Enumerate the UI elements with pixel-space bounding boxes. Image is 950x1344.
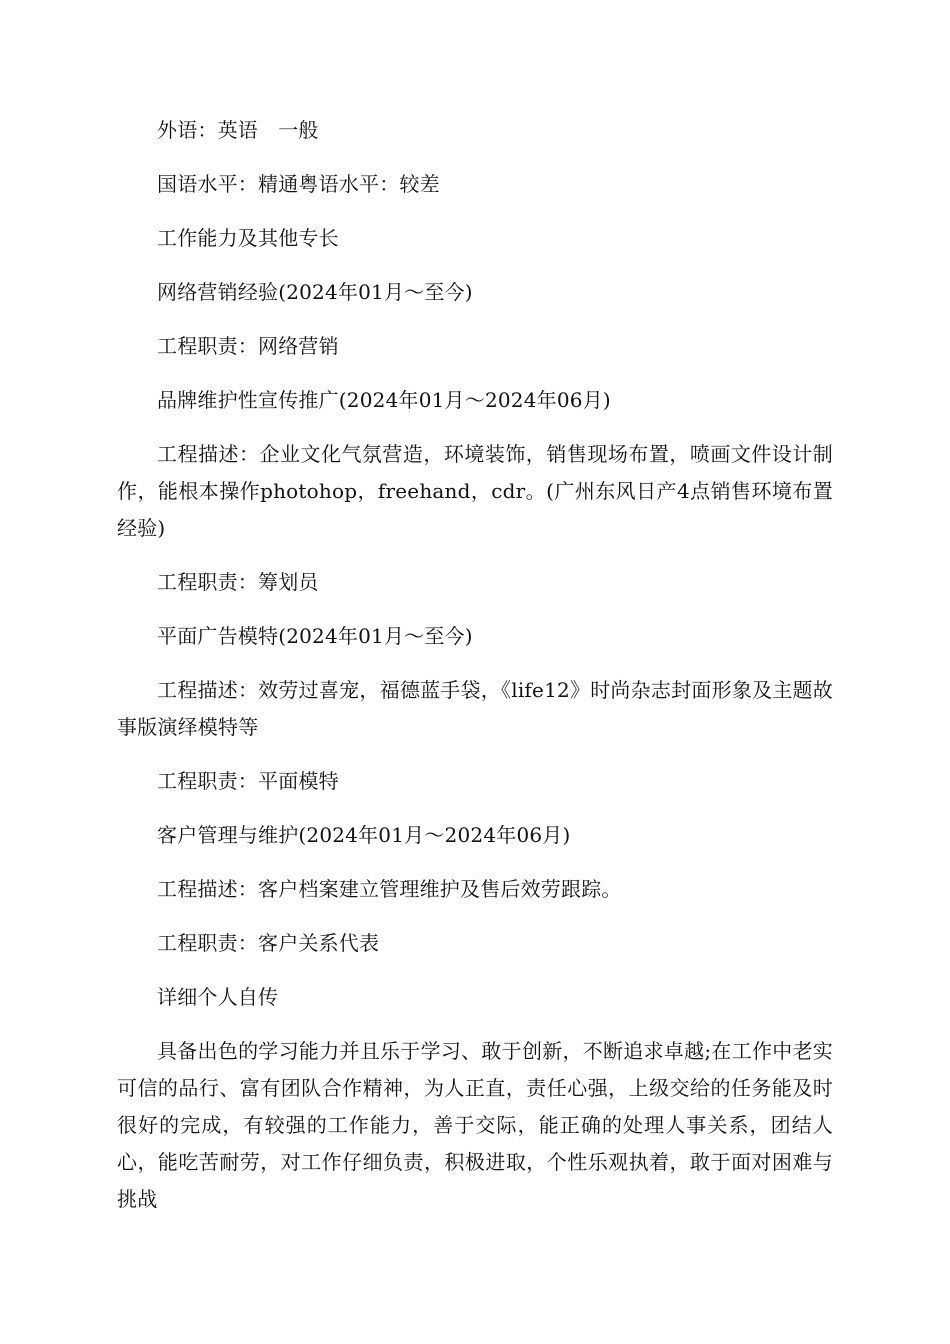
paragraph-description-brand-promotion: 工程描述：企业文化气氛营造，环境装饰，销售现场布置，喷画文件设计制作，能根本操作photohop，freehand，cdr。(广州东风日产4点销售环境布置经验): [117, 442, 833, 540]
paragraph-autobiography-body: 具备出色的学习能力并且乐于学习、敢于创新，不断追求卓越;在工作中老实可信的品行、富有团队合作精神，为人正直，责任心强，上级交给的任务能及时很好的完成，有较强的工作能力，善于交际，能正确的处理人事关系，团结人心，能吃苦耐劳，对工作仔细负责，积极进取，个性乐观执着，敢于面对困难与挑战: [117, 1039, 833, 1211]
paragraph-experience-print-model: 平面广告模特(2024年01月～至今): [157, 624, 473, 648]
paragraph-experience-brand-promotion: 品牌维护性宣传推广(2024年01月～2024年06月): [157, 388, 611, 412]
paragraph-experience-customer-management: 客户管理与维护(2024年01月～2024年06月): [157, 823, 571, 847]
paragraph-foreign-language: 外语：英语 一般: [157, 118, 319, 142]
paragraph-duty-print-model: 工程职责：平面模特: [157, 769, 339, 793]
paragraph-experience-online-marketing: 网络营销经验(2024年01月～至今): [157, 280, 473, 304]
paragraph-duty-planner: 工程职责：筹划员: [157, 570, 319, 594]
paragraph-description-print-model: 工程描述：效劳过喜宠，福德蓝手袋，《life12》时尚杂志封面形象及主题故事版演绎模特等: [117, 678, 833, 739]
paragraph-language-level: 国语水平：精通粤语水平：较差: [157, 172, 440, 196]
paragraph-description-customer-management: 工程描述：客户档案建立管理维护及售后效劳跟踪。: [157, 877, 622, 901]
paragraph-autobiography-heading: 详细个人自传: [157, 985, 279, 1009]
paragraph-duty-customer-relations: 工程职责：客户关系代表: [157, 931, 380, 955]
paragraph-duty-online-marketing: 工程职责：网络营销: [157, 334, 339, 358]
document-page: [117, 112, 833, 1218]
paragraph-skills-heading: 工作能力及其他专长: [157, 226, 339, 250]
